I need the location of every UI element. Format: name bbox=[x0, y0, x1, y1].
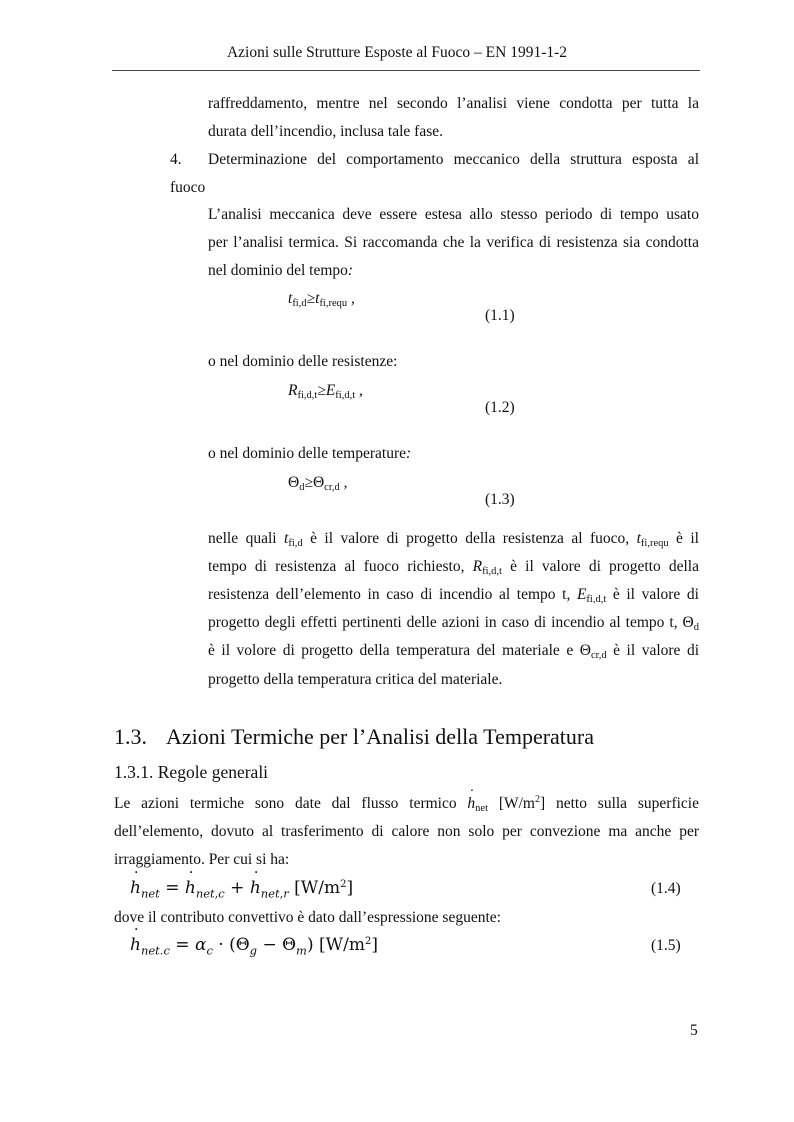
paragraph-line: progetto della temperatura critica del materiale. bbox=[208, 671, 503, 688]
subsection-heading: 1.3.1. Regole generali bbox=[114, 762, 269, 782]
paragraph-line: dell’elemento, dovuto al trasferimento di calore non solo per convezione ma anche per bbox=[114, 823, 699, 840]
section-number: 1.3. bbox=[114, 724, 147, 749]
paragraph-line: durata dell’incendio, inclusa tale fase. bbox=[208, 123, 443, 140]
equation-1-1: tfi,d≥tfi,requ , bbox=[288, 290, 355, 309]
list-item-text: Determinazione del comportamento meccanico della struttura esposta al bbox=[208, 151, 699, 168]
equation-1-2: Rfi,d,t≥Efi,d,t , bbox=[288, 382, 363, 401]
paragraph-line: tempo di resistenza al fuoco richiesto, Rfi,d,t è il valore di progetto della bbox=[208, 558, 699, 577]
paragraph-line: o nel dominio delle resistenze: bbox=[208, 353, 398, 370]
section-title: Azioni Termiche per l’Analisi della Temperatura bbox=[166, 724, 595, 749]
paragraph-line: è il volore di progetto della temperatura del materiale e Θcr,d è il valore di bbox=[208, 642, 700, 661]
equation-number: (1.1) bbox=[485, 307, 515, 324]
equation-1-3: Θd≥Θcr,d , bbox=[288, 474, 348, 493]
paragraph-line: raffreddamento, mentre nel secondo l’analisi viene condotta per tutta la bbox=[208, 95, 699, 112]
equation-number: (1.4) bbox=[651, 880, 681, 897]
list-number: 4. bbox=[170, 151, 182, 168]
paragraph-line: o nel dominio delle temperature: bbox=[208, 445, 412, 462]
paragraph-line: progetto degli effetti pertinenti delle azioni in caso di incendio al tempo t, Θd bbox=[208, 614, 699, 633]
paragraph-line: Le azioni termiche sono date dal flusso termico ˙ hnet $[W/m^2]$ netto sulla superficie bbox=[114, 794, 699, 816]
paragraph-line: resistenza dell’elemento in caso di incendio al tempo t, Efi,d,t è il valore di bbox=[208, 586, 699, 605]
paragraph-line: irraggiamento. Per cui si ha: bbox=[114, 851, 290, 868]
equation-1-4: ˙ $h_{net}$ = ˙ $h_{net,c}$ + ˙ $h_{net,r}$ $[W/m^2]$ bbox=[130, 878, 353, 900]
page-number: 5 bbox=[690, 1022, 698, 1039]
paragraph-line: nel dominio del tempo: bbox=[208, 262, 354, 279]
equation-1-5: ˙ $h_{net.c} = \alpha_c \cdot (\Theta_g - \Theta_m)$ $[W/m^2]$ bbox=[130, 935, 378, 957]
paragraph-line: nelle quali tfi,d è il valore di progetto della resistenza al fuoco, tfi,requ è il bbox=[208, 530, 699, 549]
paragraph-line: L’analisi meccanica deve essere estesa allo stesso periodo di tempo usato bbox=[208, 206, 699, 223]
header-rule bbox=[112, 70, 700, 71]
equation-number: (1.3) bbox=[485, 491, 515, 508]
equation-number: (1.2) bbox=[485, 399, 515, 416]
paragraph-line: dove il contributo convettivo è dato dall’espressione seguente: bbox=[114, 909, 501, 926]
running-header: Azioni sulle Strutture Esposte al Fuoco – EN 1991-1-2 bbox=[226, 44, 568, 61]
list-item-text: fuoco bbox=[170, 179, 206, 196]
paragraph-line: per l’analisi termica. Si raccomanda che la verifica di resistenza sia condotta bbox=[208, 234, 699, 251]
equation-number: (1.5) bbox=[651, 937, 681, 954]
